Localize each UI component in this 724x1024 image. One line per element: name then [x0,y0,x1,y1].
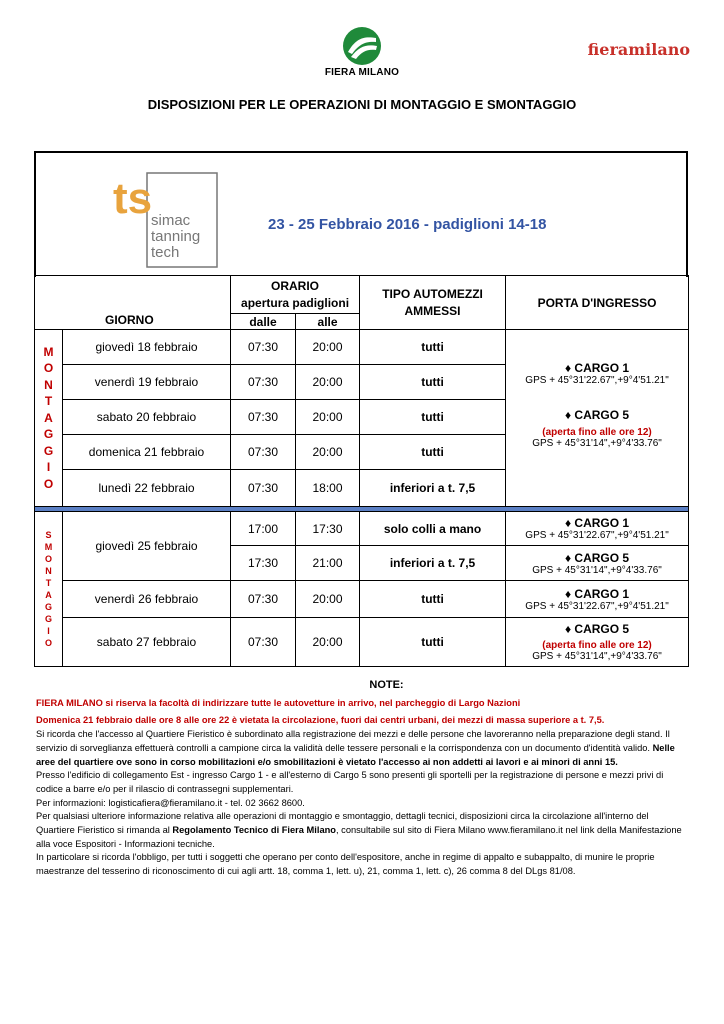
montaggio-tipo: tutti [360,365,506,400]
notes-heading: NOTE: [369,679,404,691]
montaggio-giorno: lunedì 22 febbraio [63,470,231,507]
fiera-milano-emblem-icon [342,26,382,66]
montaggio-dalle: 07:30 [231,470,296,507]
smontaggio-dalle: 17:00 [231,512,296,546]
logo-line-1: simac [151,212,191,229]
montaggio-vertical-label: M O N T A G G I O [35,330,63,507]
montaggio-dalle: 07:30 [231,330,296,365]
schedule-table [34,275,689,667]
montaggio-row [35,330,689,365]
montaggio-giorno: giovedì 18 febbraio [63,330,231,365]
fieramilano-brand: fieramilano [587,40,690,59]
montaggio-giorno: sabato 20 febbraio [63,400,231,435]
smontaggio-cargo: ♦ CARGO 1 [564,516,630,530]
montaggio-dalle: 07:30 [231,365,296,400]
note-p1-text: Si ricorda che l'accesso al Quartiere Fieristico è subordinato alla registrazione dei mezzi e delle persone che lavoreranno nella preparazione degli stand. Il servizio di sorveglianza effettuerà controlli a campione circa la validità delle tessere personali e la corrispondenza con un documento d'identità valido. [36,729,670,753]
montaggio-alle: 20:00 [296,365,360,400]
smontaggio-giorno: sabato 27 febbraio [63,618,231,667]
smontaggio-cargo: ♦ CARGO 5 [564,550,630,565]
smontaggio-dalle: 07:30 [231,618,296,667]
header-orario [231,276,360,314]
montaggio-tipo: inferiori a t. 7,5 [360,470,506,507]
note-p4-bold: Regolamento Tecnico di Fiera Milano [172,825,336,836]
montaggio-cargo1: ♦ CARGO 1 [564,361,630,375]
montaggio-gps1: GPS + 45°31'22.67",+9°4'51.21" [525,375,669,386]
smontaggio-alle: 17:30 [296,512,360,546]
montaggio-dalle: 07:30 [231,400,296,435]
montaggio-alle: 20:00 [296,400,360,435]
smontaggio-dalle: 07:30 [231,581,296,618]
montaggio-giorno: domenica 21 febbraio [63,435,231,470]
note-paragraph-2: Presso l'edificio di collegamento Est - ingresso Cargo 1 - e all'esterno di Cargo 5 sono presenti gli sportelli per la registrazione di persone e mezzi privi di codice a barre e/o per il rilascio di contrassegni supplementari. [36,770,664,794]
montaggio-tipo: tutti [360,330,506,365]
smontaggio-tipo: solo colli a mano [360,512,506,546]
logo-line-2: tanning [151,228,201,245]
montaggio-alle: 20:00 [296,435,360,470]
smontaggio-porta [506,512,689,546]
notes-section [36,679,687,879]
montaggio-giorno: venerdì 19 febbraio [63,365,231,400]
header-tipo-automezzi [360,276,506,330]
smontaggio-alle: 21:00 [296,546,360,581]
smontaggio-gps: GPS + 45°31'14",+9°4'33.76" [532,564,662,576]
smontaggio-porta [506,546,689,581]
header-alle: alle [296,314,360,330]
smontaggio-gps: GPS + 45°31'14",+9°4'33.76" [532,651,662,662]
smontaggio-giorno: venerdì 26 febbraio [63,581,231,618]
header-porta: PORTA D'INGRESSO [506,276,689,330]
header-tipo-line1: TIPO AUTOMEZZI [382,287,483,301]
fiera-milano-logo [318,26,406,78]
smontaggio-vertical-label: S M O N T A G G I O [35,512,63,667]
event-header-box [34,151,688,277]
montaggio-porta [506,330,689,507]
montaggio-tipo: tutti [360,435,506,470]
montaggio-gps5: GPS + 45°31'14",+9°4'33.76" [532,438,662,449]
header-dalle: dalle [231,314,296,330]
note-paragraph-3: Per informazioni: logisticafiera@fieramilano.it - tel. 02 3662 8600. [36,797,305,808]
smontaggio-gps: GPS + 45°31'22.67",+9°4'51.21" [525,600,669,612]
smontaggio-dalle: 17:30 [231,546,296,581]
smontaggio-porta [506,581,689,618]
smontaggio-row [35,581,689,618]
montaggio-alle: 20:00 [296,330,360,365]
smontaggio-gps: GPS + 45°31'22.67",+9°4'51.21" [525,530,669,541]
smontaggio-tipo: tutti [360,618,506,667]
note-paragraph-5: In particolare si ricorda l'obbligo, per tutti i soggetti che operano per conto dell'espositore, anche in regime di appalto e subappalto, di munire le proprie maestranze del tesserino di riconoscimento di cui agli artt. 18, comma 1, lett. u), 21, comma 1, lett. c), 26 comma 8 del DLgs 81/08. [36,852,655,877]
montaggio-cargo5-note: (aperta fino alle ore 12) [542,427,652,438]
header-apertura-label: apertura padiglioni [241,296,350,310]
note-p4-text-a: Per qualsiasi ulteriore informazione relativa alle operazioni di montaggio e smontaggio, dettagli tecnici, disposizioni circa la circolazione all'interno del Quartiere Fieristico si rimanda al [36,811,649,836]
montaggio-dalle: 07:30 [231,435,296,470]
fiera-milano-logo-text: FIERA MILANO [324,67,400,78]
header-orario-label: ORARIO [271,279,320,293]
smontaggio-cargo: ♦ CARGO 5 [564,622,630,636]
note-p4-text-c: , consultabile sul sito di Fiera Milano www.fieramilano.it nel link della Manifestazione alla voce Espositori - Informazioni tecniche. [36,825,682,849]
montaggio-alle: 18:00 [296,470,360,507]
page-title: DISPOSIZIONI PER LE OPERAZIONI DI MONTAGGIO E SMONTAGGIO [147,97,577,112]
note-red-1: FIERA MILANO si riserva la facoltà di indirizzare tutte le autovetture in arrivo, nel parcheggio di Largo Nazioni [36,697,521,708]
note-red-2: Domenica 21 febbraio dalle ore 8 alle ore 22 è vietata la circolazione, fuori dai centri urbani, dei mezzi di massa superiore a t. 7,5. [36,715,605,726]
logo-letters: ts [113,174,153,223]
logo-line-3: tech [151,244,180,261]
note-paragraph-4 [36,810,687,851]
header-giorno: GIORNO [35,276,231,330]
smontaggio-porta [506,618,689,667]
montaggio-tipo: tutti [360,400,506,435]
smontaggio-row [35,618,689,667]
header-tipo-line2: AMMESSI [404,304,461,318]
smontaggio-tipo: tutti [360,581,506,618]
smontaggio-row [35,512,689,546]
event-title: 23 - 25 Febbraio 2016 - padiglioni 14-18 [268,216,547,233]
smontaggio-cargo: ♦ CARGO 1 [564,586,630,601]
note-paragraph-1 [36,728,687,769]
smontaggio-cargo-note: (aperta fino alle ore 12) [542,640,652,651]
montaggio-cargo5: ♦ CARGO 5 [564,408,630,422]
note-p1-bold: Nelle aree del quartiere ove sono in corso mobilitazioni e/o smobilitazioni è vietato l'accesso ai non addetti ai lavori e ai minori di anni 15. [36,742,675,767]
smontaggio-alle: 20:00 [296,581,360,618]
smontaggio-tipo: inferiori a t. 7,5 [360,546,506,581]
simac-tanning-tech-logo [111,163,221,269]
smontaggio-alle: 20:00 [296,618,360,667]
smontaggio-giorno: giovedì 25 febbraio [63,512,231,581]
